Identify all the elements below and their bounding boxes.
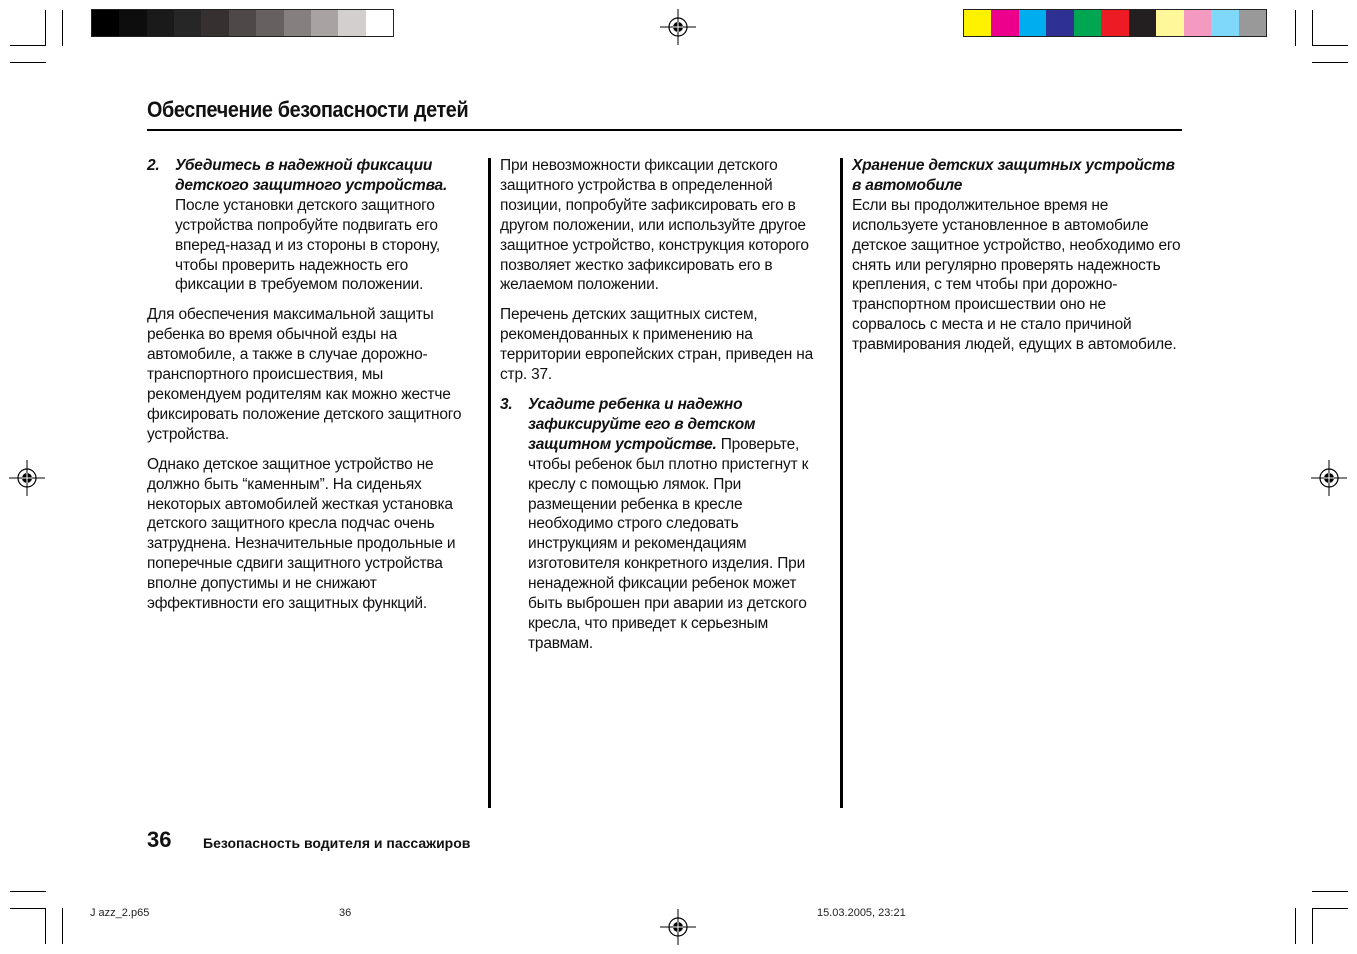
- color-swatch: [1101, 10, 1128, 36]
- color-swatch: [1184, 10, 1211, 36]
- color-swatch: [1129, 10, 1156, 36]
- color-swatch: [338, 10, 365, 36]
- color-swatch: [964, 10, 991, 36]
- color-swatch: [991, 10, 1018, 36]
- list-item-text: После установки детского защитного устройства попробуйте подвигать его вперед-назад и из стороны в сторону, чтобы проверить надежность его фиксации в требуемом положении.: [175, 196, 440, 294]
- column-1: [147, 156, 480, 624]
- registration-mark-icon: [9, 460, 45, 496]
- color-swatch: [1239, 10, 1266, 36]
- list-item-2: [147, 156, 480, 295]
- file-name: J azz_2.p65: [90, 907, 150, 919]
- section-heading: Хранение детских защитных устройств в автомобиле: [852, 157, 1175, 194]
- color-swatch: [1046, 10, 1073, 36]
- color-swatch: [1019, 10, 1046, 36]
- column-3: [852, 156, 1182, 365]
- list-item-lead: Убедитесь в надежной фиксации детского защитного устройства.: [175, 157, 448, 194]
- color-swatch: [1211, 10, 1238, 36]
- column-divider: [840, 158, 843, 808]
- color-swatch: [366, 10, 393, 36]
- color-swatch: [229, 10, 256, 36]
- color-swatch: [201, 10, 228, 36]
- color-swatch: [119, 10, 146, 36]
- color-swatch: [147, 10, 174, 36]
- color-swatch: [311, 10, 338, 36]
- column-divider: [488, 158, 491, 808]
- paragraph: Для обеспечения максимальной защиты ребенка во время обычной езды на автомобиле, а также в случае дорожно-транспортного происшествия, мы рекомендуем родителям как можно жестче фиксировать положение детского защитного устройства.: [147, 306, 462, 443]
- paragraph: Перечень детских защитных систем, рекомендованных к применению на территории европейских стран, приведен на стр. 37.: [500, 306, 814, 384]
- paragraph: Однако детское защитное устройство не должно быть “каменным”. На сиденьях некоторых автомобилей жесткая установка детского защитного кресла подчас очень затруднена. Незначительные продольные и поперечные сдвиги защитного устройства вполне допустимы и не снижают эффективности его защитных функций.: [147, 455, 456, 613]
- list-item-number: 3.: [500, 395, 513, 413]
- paragraph: Если вы продолжительное время не используете установленное в автомобиле детское защитное устройство, необходимо его снять или регулярно проверять надежность крепления, с тем чтобы при дорожно-транспортном происшествии оно не сорвалось с места и не стало причиной травмирования людей, едущих в автомобиле.: [852, 196, 1181, 354]
- list-item-number: 2.: [147, 157, 160, 174]
- color-swatch: [174, 10, 201, 36]
- column-2: [500, 156, 830, 664]
- registration-mark-icon: [660, 909, 696, 945]
- page-title: Обеспечение безопасности детей: [147, 97, 469, 122]
- list-item-lead: Усадите ребенка и надежно зафиксируйте его в детском защитном устройстве.: [528, 395, 756, 453]
- color-swatch: [92, 10, 119, 36]
- color-swatch: [1156, 10, 1183, 36]
- registration-mark-icon: [1311, 460, 1347, 496]
- gray-calibration-strip: [91, 9, 394, 37]
- registration-mark-icon: [660, 9, 696, 45]
- timestamp: 15.03.2005, 23:21: [817, 907, 906, 919]
- title-underline: [147, 129, 1182, 131]
- color-swatch: [1074, 10, 1101, 36]
- color-swatch: [256, 10, 283, 36]
- color-calibration-strip: [963, 9, 1267, 37]
- list-item-3: [500, 395, 830, 654]
- page-number: 36: [147, 827, 172, 852]
- file-page: 36: [339, 907, 352, 919]
- section-name: Безопасность водителя и пассажиров: [203, 835, 471, 851]
- paragraph: При невозможности фиксации детского защитного устройства в определенной позиции, попробуйте зафиксировать его в другом положении, или используйте другое защитное устройство, конструкция которого позволяет жестко зафиксировать его в желаемом положении.: [500, 157, 809, 294]
- color-swatch: [284, 10, 311, 36]
- list-item-text: Проверьте, чтобы ребенок был плотно пристегнут к креслу с помощью лямок. При размещении ребенка в кресле необходимо строго следовать инструкциям и рекомендациям изготовителя конкретного изделия. При ненадежной фиксации ребенок может быть выброшен при аварии из детского кресла, что приведет к серьезным травмам.: [528, 435, 809, 652]
